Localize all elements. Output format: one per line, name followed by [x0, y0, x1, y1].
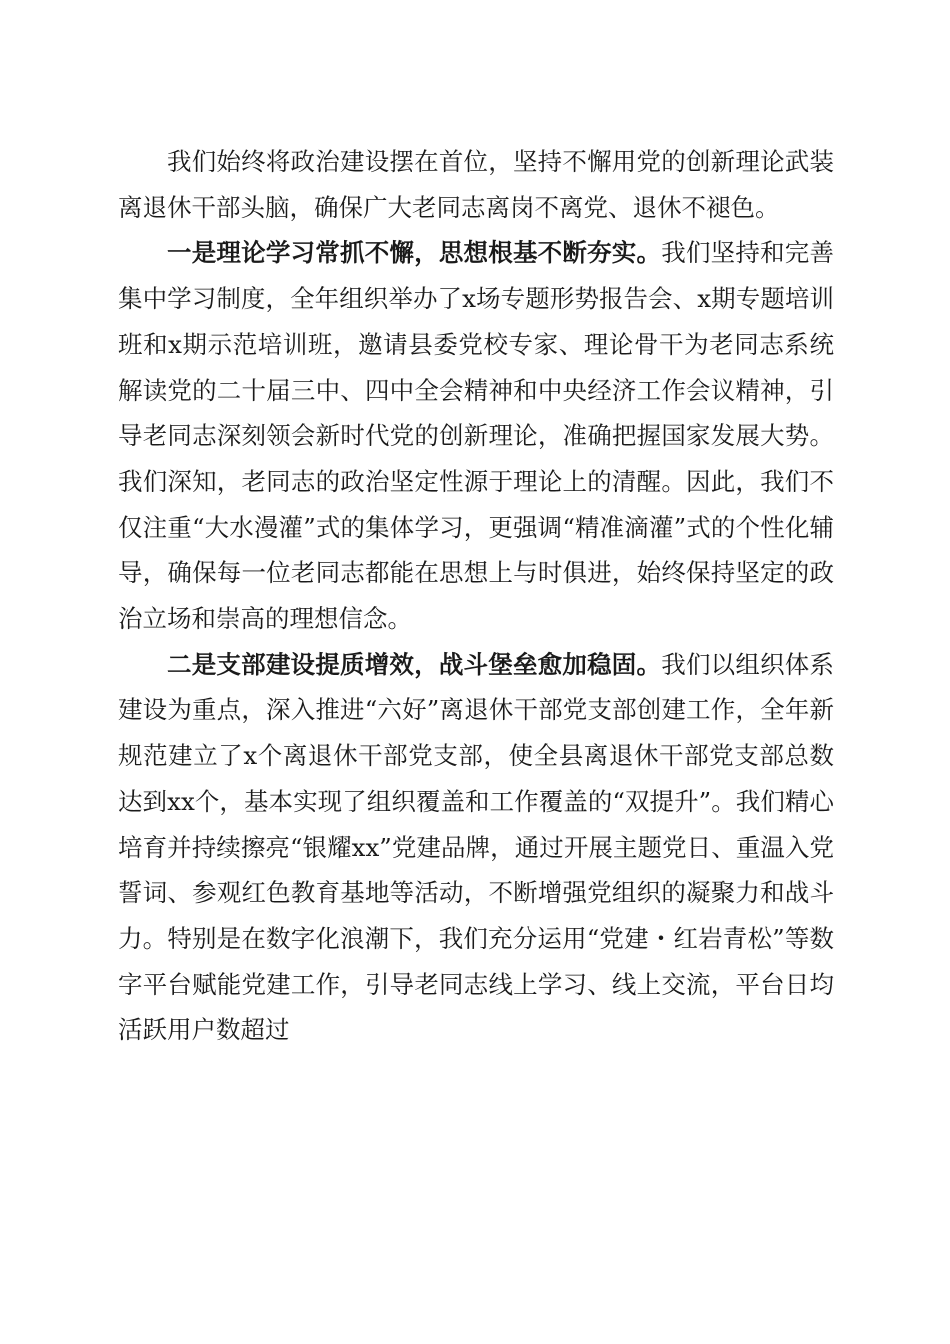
- paragraph-branch-building-text: 我们以组织体系建设为重点，深入推进“六好”离退休干部党支部创建工作，全年新规范建立了x个离退休干部党支部，使全县离退休干部党支部总数达到xx个，基本实现了组织覆盖和工作覆盖的“双提升”。我们精心培育并持续擦亮“银耀xx”党建品牌，通过开展主题党日、重温入党誓词、参观红色教育基地等活动，不断增强党组织的凝聚力和战斗力。特别是在数字化浪潮下，我们充分运用“党建・红岩青松”等数字平台赋能党建工作，引导老同志线上学习、线上交流，平台日均活跃用户数超过: [118, 649, 835, 1045]
- paragraph-theory-study-text: 我们坚持和完善集中学习制度，全年组织举办了x场专题形势报告会、x期专题培训班和x期示范培训班，邀请县委党校专家、理论骨干为老同志系统解读党的二十届三中、四中全会精神和中央经济工作会议精神，引导老同志深刻领会新时代党的创新理论，准确把握国家发展大势。我们深知，老同志的政治坚定性源于理论上的清醒。因此，我们不仅注重“大水漫灌”式的集体学习，更强调“精准滴灌”式的个性化辅导，确保每一位老同志都能在思想上与时俱进，始终保持坚定的政治立场和崇高的理想信念。: [118, 238, 835, 634]
- paragraph-branch-building-heading: 二是支部建设提质增效，战斗堡垒愈加稳固。: [167, 649, 662, 679]
- paragraph-branch-building: [118, 642, 834, 1053]
- paragraph-intro: [118, 139, 834, 230]
- paragraph-intro-text: 我们始终将政治建设摆在首位，坚持不懈用党的创新理论武装离退休干部头脑，确保广大老同志离岗不离党、退休不褪色。: [118, 147, 834, 222]
- paragraph-theory-study: [118, 230, 834, 641]
- paragraph-theory-study-heading: 一是理论学习常抓不懈，思想根基不断夯实。: [167, 238, 662, 268]
- document-body: [118, 139, 834, 1053]
